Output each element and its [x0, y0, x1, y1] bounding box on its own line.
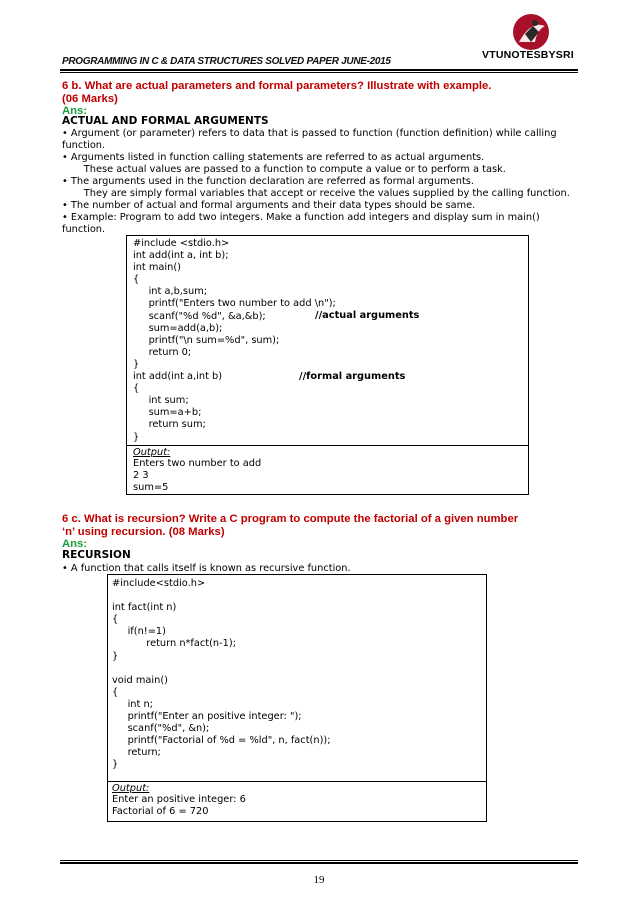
- code-line: return n*fact(n-1);: [112, 638, 237, 650]
- code-line: void main(): [112, 674, 168, 686]
- code-line: int a,b,sum;: [133, 286, 208, 298]
- vtunotes-logo-icon: [511, 12, 551, 52]
- output-line: 2 3: [133, 470, 149, 482]
- paragraph-line: function.: [62, 224, 106, 235]
- comment-actual-arguments: //actual arguments: [315, 310, 420, 321]
- code-line: {: [112, 686, 119, 698]
- paragraph-line: • A function that calls itself is known as recursive function.: [62, 563, 351, 574]
- answer-label: Ans:: [62, 105, 88, 117]
- code-line: sum=add(a,b);: [133, 322, 223, 334]
- paragraph-line: • Example: Program to add two integers. Make a function add integers and display sum in main(): [62, 212, 540, 223]
- code-line: [112, 663, 331, 675]
- code-line: sum=a+b;: [133, 407, 202, 419]
- code-line: int main(): [133, 262, 182, 274]
- code-line: #include <stdio.h>: [133, 238, 230, 249]
- code-line: }: [133, 358, 140, 370]
- header-title: PROGRAMMING IN C & DATA STRUCTURES SOLVED PAPER JUNE-2015: [62, 56, 391, 67]
- code-line: int sum;: [133, 395, 189, 407]
- paragraph-line: function.: [62, 140, 106, 151]
- question-6c-line2: ‘n’ using recursion. (08 Marks): [62, 526, 225, 538]
- output-line: Factorial of 6 = 720: [112, 806, 209, 818]
- comment-formal-arguments: //formal arguments: [299, 371, 406, 382]
- output-divider: [127, 445, 528, 446]
- code-line: int n;: [112, 698, 153, 710]
- code-line: int add(int a,int b): [133, 371, 223, 383]
- header-rule-thin: [60, 72, 578, 73]
- section-heading: RECURSION: [62, 549, 131, 561]
- answer-label: Ans:: [62, 538, 88, 550]
- code-line: printf("Enter an positive integer: ");: [112, 711, 302, 723]
- output-line: sum=5: [133, 482, 169, 494]
- header-rule: [60, 69, 578, 71]
- page-number: 19: [313, 874, 325, 886]
- code-line: {: [112, 614, 119, 626]
- brand-name: VTUNOTESBYSRI: [482, 49, 574, 61]
- code-line: }: [112, 650, 119, 662]
- paragraph-line: They are simply formal variables that accept or receive the values supplied by the calling function.: [62, 188, 570, 199]
- paragraph-line: • The arguments used in the function declaration are referred as formal arguments.: [62, 176, 474, 187]
- code-line: printf("Enters two number to add \n");: [133, 298, 336, 310]
- paragraph-line: These actual values are passed to a function to compute a value or to perform a task.: [62, 164, 506, 175]
- code-line: return 0;: [133, 346, 192, 358]
- code-line: return;: [112, 747, 161, 759]
- code-box-6c: [107, 574, 487, 822]
- code-line: printf("Factorial of %d = %ld", n, fact(n));: [112, 735, 331, 747]
- code-line: }: [112, 759, 119, 771]
- code-line: if(n!=1): [112, 626, 166, 638]
- section-heading: ACTUAL AND FORMAL ARGUMENTS: [62, 115, 269, 127]
- code-line: [112, 590, 331, 602]
- paragraph-line: • The number of actual and formal arguments and their data types should be same.: [62, 200, 476, 211]
- code-line: {: [133, 383, 140, 395]
- footer-rule: [60, 860, 578, 861]
- code-line: int add(int a, int b);: [133, 250, 229, 262]
- code-line: int fact(int n): [112, 602, 177, 614]
- code-line: #include<stdio.h>: [112, 578, 206, 589]
- code-line: printf("\n sum=%d", sum);: [133, 334, 280, 346]
- question-6b-line1: 6 b. What are actual parameters and formal parameters? Illustrate with example.: [62, 80, 492, 92]
- output-line: Enter an positive integer: 6: [112, 794, 246, 805]
- paragraph-line: • Arguments listed in function calling statements are referred to as actual arguments.: [62, 152, 485, 163]
- output-block: [112, 783, 246, 818]
- code-box-6b: [126, 235, 529, 495]
- code-line: scanf("%d", &n);: [112, 723, 210, 735]
- output-label: Output:: [133, 447, 171, 458]
- question-6b-line2: (06 Marks): [62, 93, 118, 105]
- output-line: Enters two number to add: [133, 458, 262, 469]
- code-line: }: [133, 431, 140, 443]
- output-label: Output:: [112, 783, 150, 794]
- paragraph-line: • Argument (or parameter) refers to data that is passed to function (function definition) while calling: [62, 128, 557, 139]
- question-6c-line1: 6 c. What is recursion? Write a C program to compute the factorial of a given number: [62, 513, 519, 525]
- code-line: scanf("%d %d", &a,&b);: [133, 310, 266, 322]
- code-listing: [133, 238, 336, 444]
- code-listing: [112, 578, 331, 772]
- output-divider: [108, 781, 486, 782]
- code-line: {: [133, 274, 140, 286]
- code-line: return sum;: [133, 419, 206, 431]
- footer-rule-thick: [60, 862, 578, 864]
- output-block: [133, 447, 261, 494]
